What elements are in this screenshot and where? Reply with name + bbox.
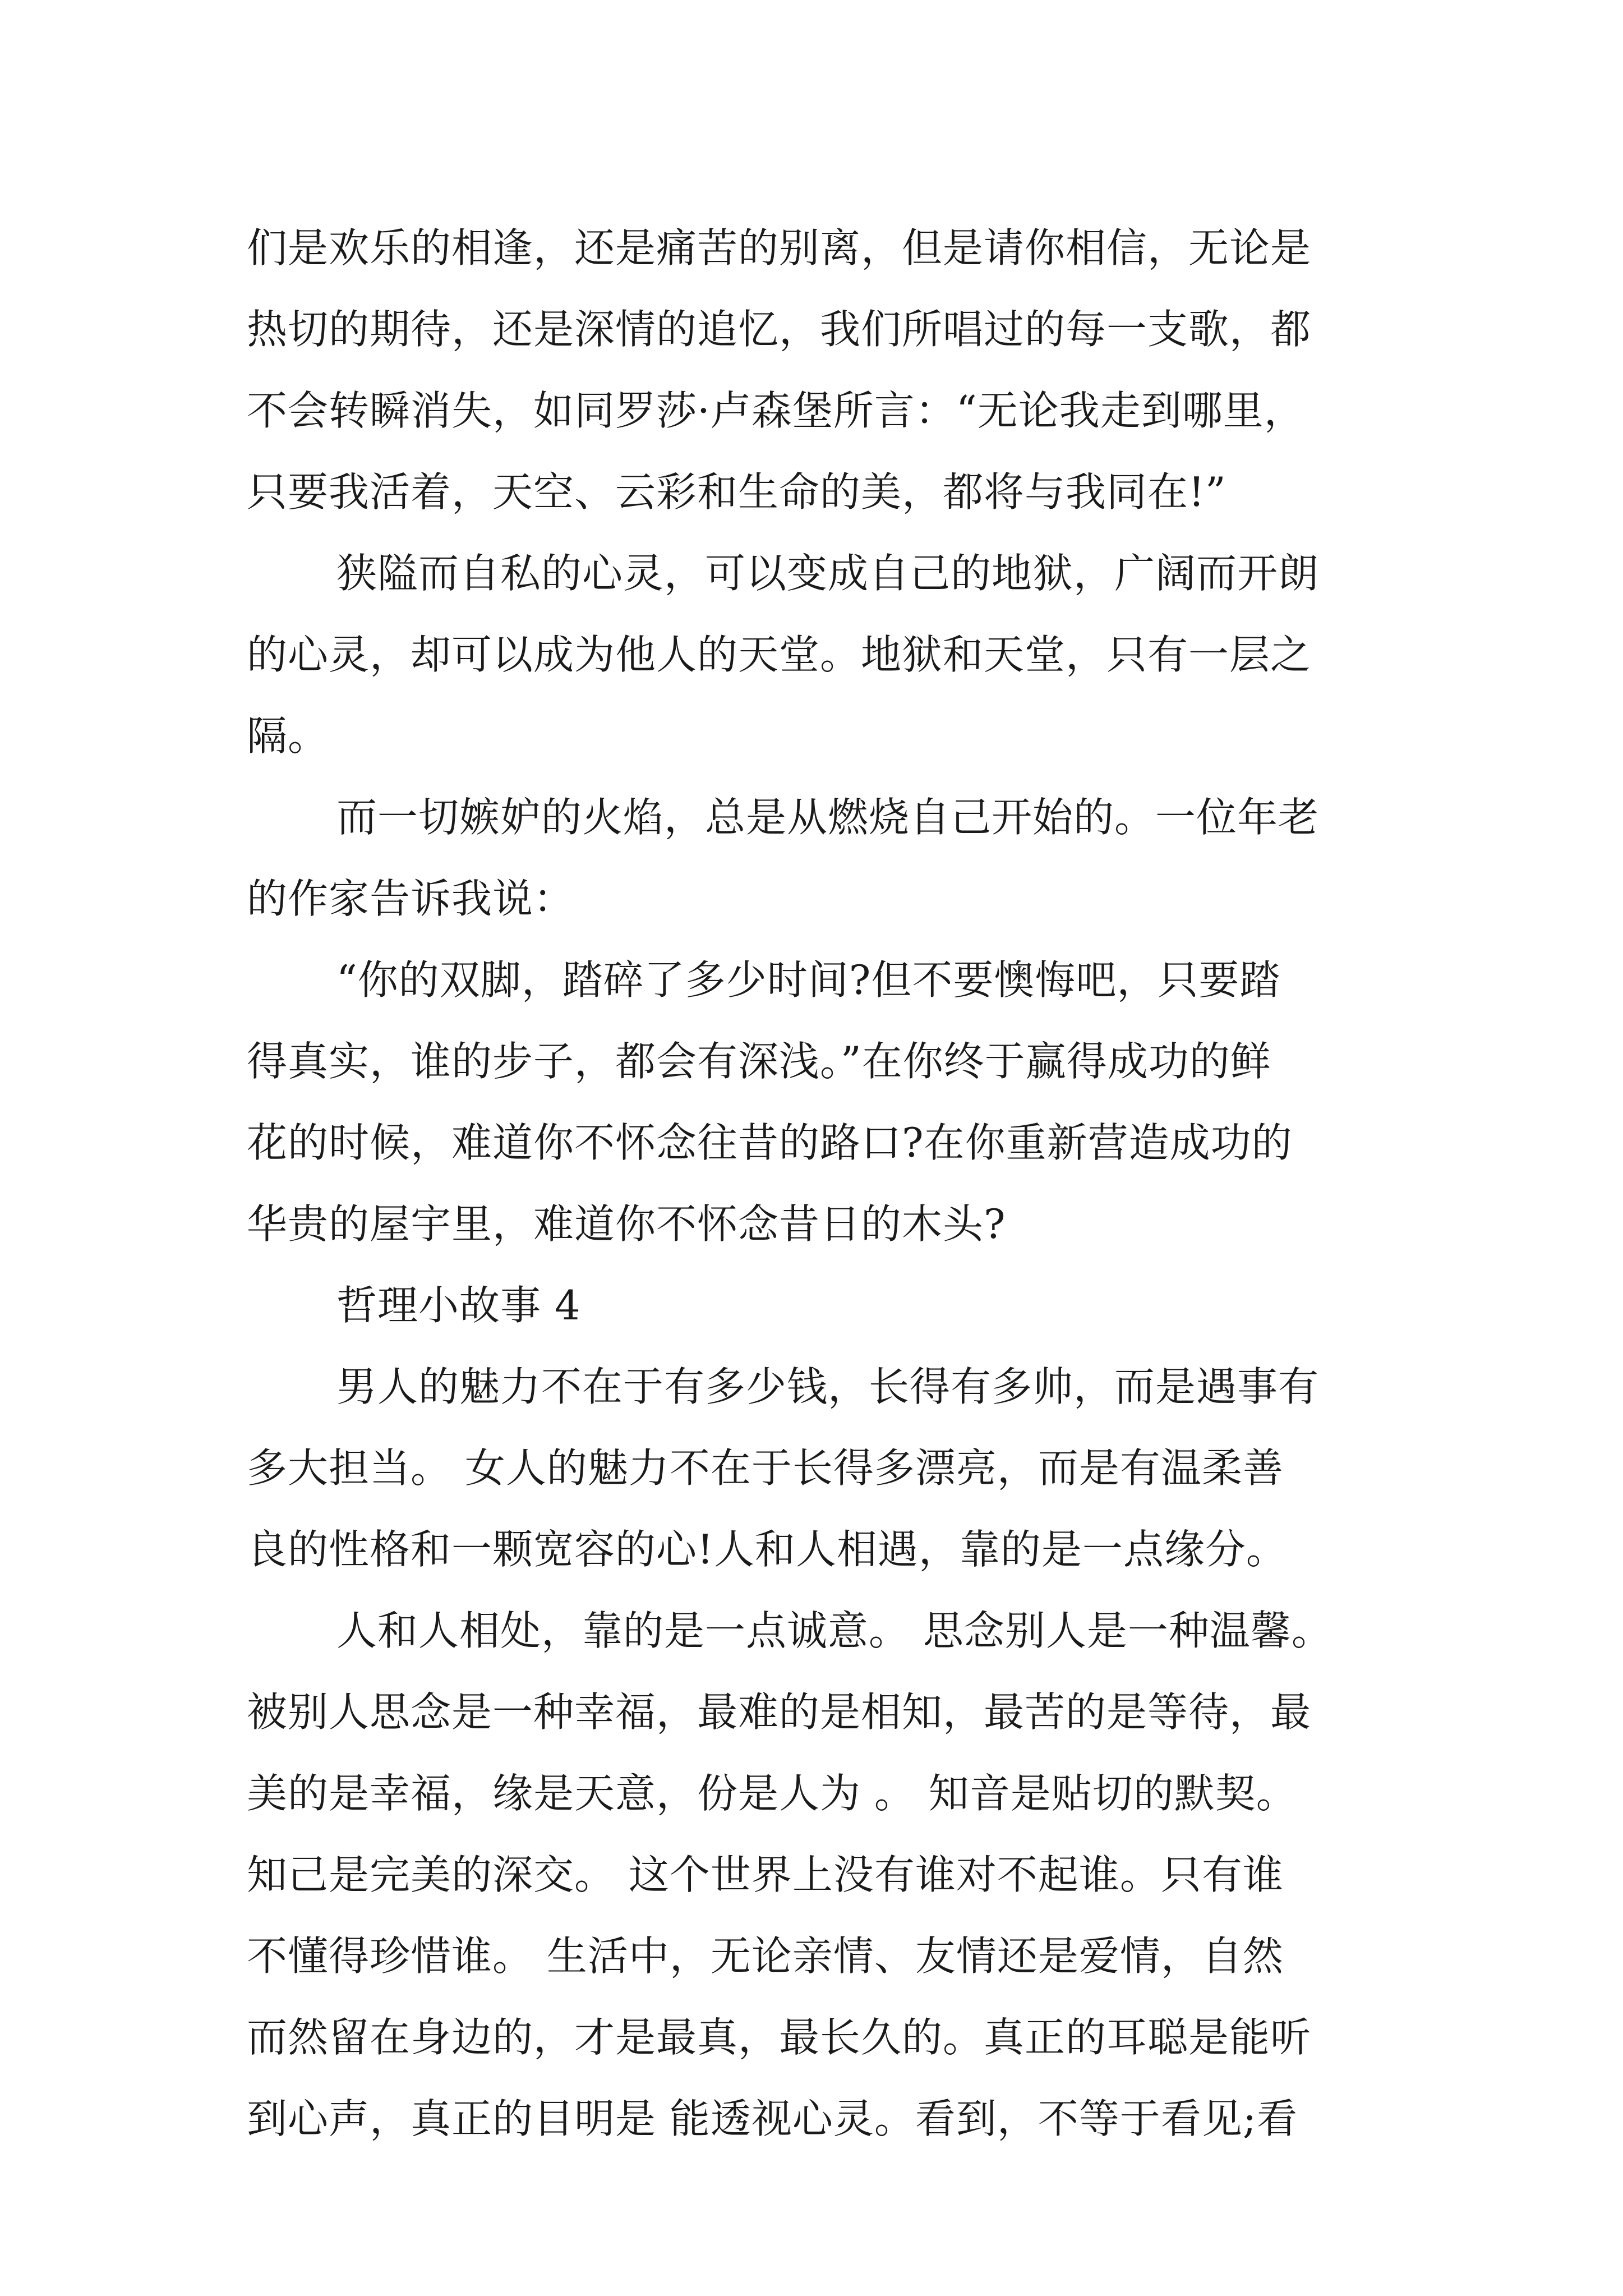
document-page	[247, 208, 1424, 2160]
text-line: 们是欢乐的相逢，还是痛苦的别离，但是请你相信，无论是	[247, 224, 1312, 272]
text-line: 被别人思念是一种幸福，最难的是相知，最苦的是等待，最	[247, 1688, 1312, 1736]
text-line: 不会转瞬消失，如同罗莎·卢森堡所言：“无论我走到哪里，	[247, 387, 1305, 434]
paragraph-first-line: “你的双脚，踏碎了多少时间?但不要懊悔吧，只要踏	[336, 956, 1281, 1004]
text-line: 隔。	[247, 712, 329, 760]
paragraph-first-line: 男人的魅力不在于有多少钱，长得有多帅，而是遇事有	[336, 1363, 1320, 1410]
text-line: 而然留在身边的，才是最真，最长久的。真正的耳聪是能听	[247, 2014, 1312, 2061]
text-line: 良的性格和一颗宽容的心!人和人相遇，靠的是一点缘分。	[247, 1526, 1287, 1573]
text-line: 热切的期待，还是深情的追忆，我们所唱过的每一支歌，都	[247, 306, 1312, 353]
text-line: 花的时候，难道你不怀念往昔的路口?在你重新营造成功的	[247, 1119, 1293, 1166]
text-line: 只要我活着，天空、云彩和生命的美，都将与我同在!”	[247, 468, 1227, 516]
text-line: 多大担当。 女人的魅力不在于长得多漂亮，而是有温柔善	[247, 1444, 1284, 1492]
section-heading: 哲理小故事 4	[336, 1282, 581, 1329]
text-line: 知己是完美的深交。 这个世界上没有谁对不起谁。只有谁	[247, 1851, 1284, 1898]
text-line: 不懂得珍惜谁。 生活中，无论亲情、友情还是爱情，自然	[247, 1932, 1284, 1980]
text-line: 华贵的屋宇里，难道你不怀念昔日的木头?	[247, 1200, 1006, 1248]
paragraph-first-line: 狭隘而自私的心灵，可以变成自己的地狱，广阔而开朗	[336, 550, 1320, 597]
text-line: 美的是幸福，缘是天意，份是人为 。 知音是贴切的默契。	[247, 1770, 1297, 1817]
paragraph-first-line: 人和人相处，靠的是一点诚意。 思念别人是一种温馨。	[336, 1607, 1332, 1654]
text-line: 得真实，谁的步子，都会有深浅。”在你终于赢得成功的鲜	[247, 1038, 1271, 1085]
paragraph-first-line: 而一切嫉妒的火焰，总是从燃烧自己开始的。一位年老	[336, 794, 1320, 841]
text-line: 的心灵，却可以成为他人的天堂。地狱和天堂，只有一层之	[247, 631, 1312, 678]
text-line: 到心声，真正的目明是 能透视心灵。看到，不等于看见;看	[247, 2095, 1298, 2142]
text-line: 的作家告诉我说：	[247, 875, 575, 922]
